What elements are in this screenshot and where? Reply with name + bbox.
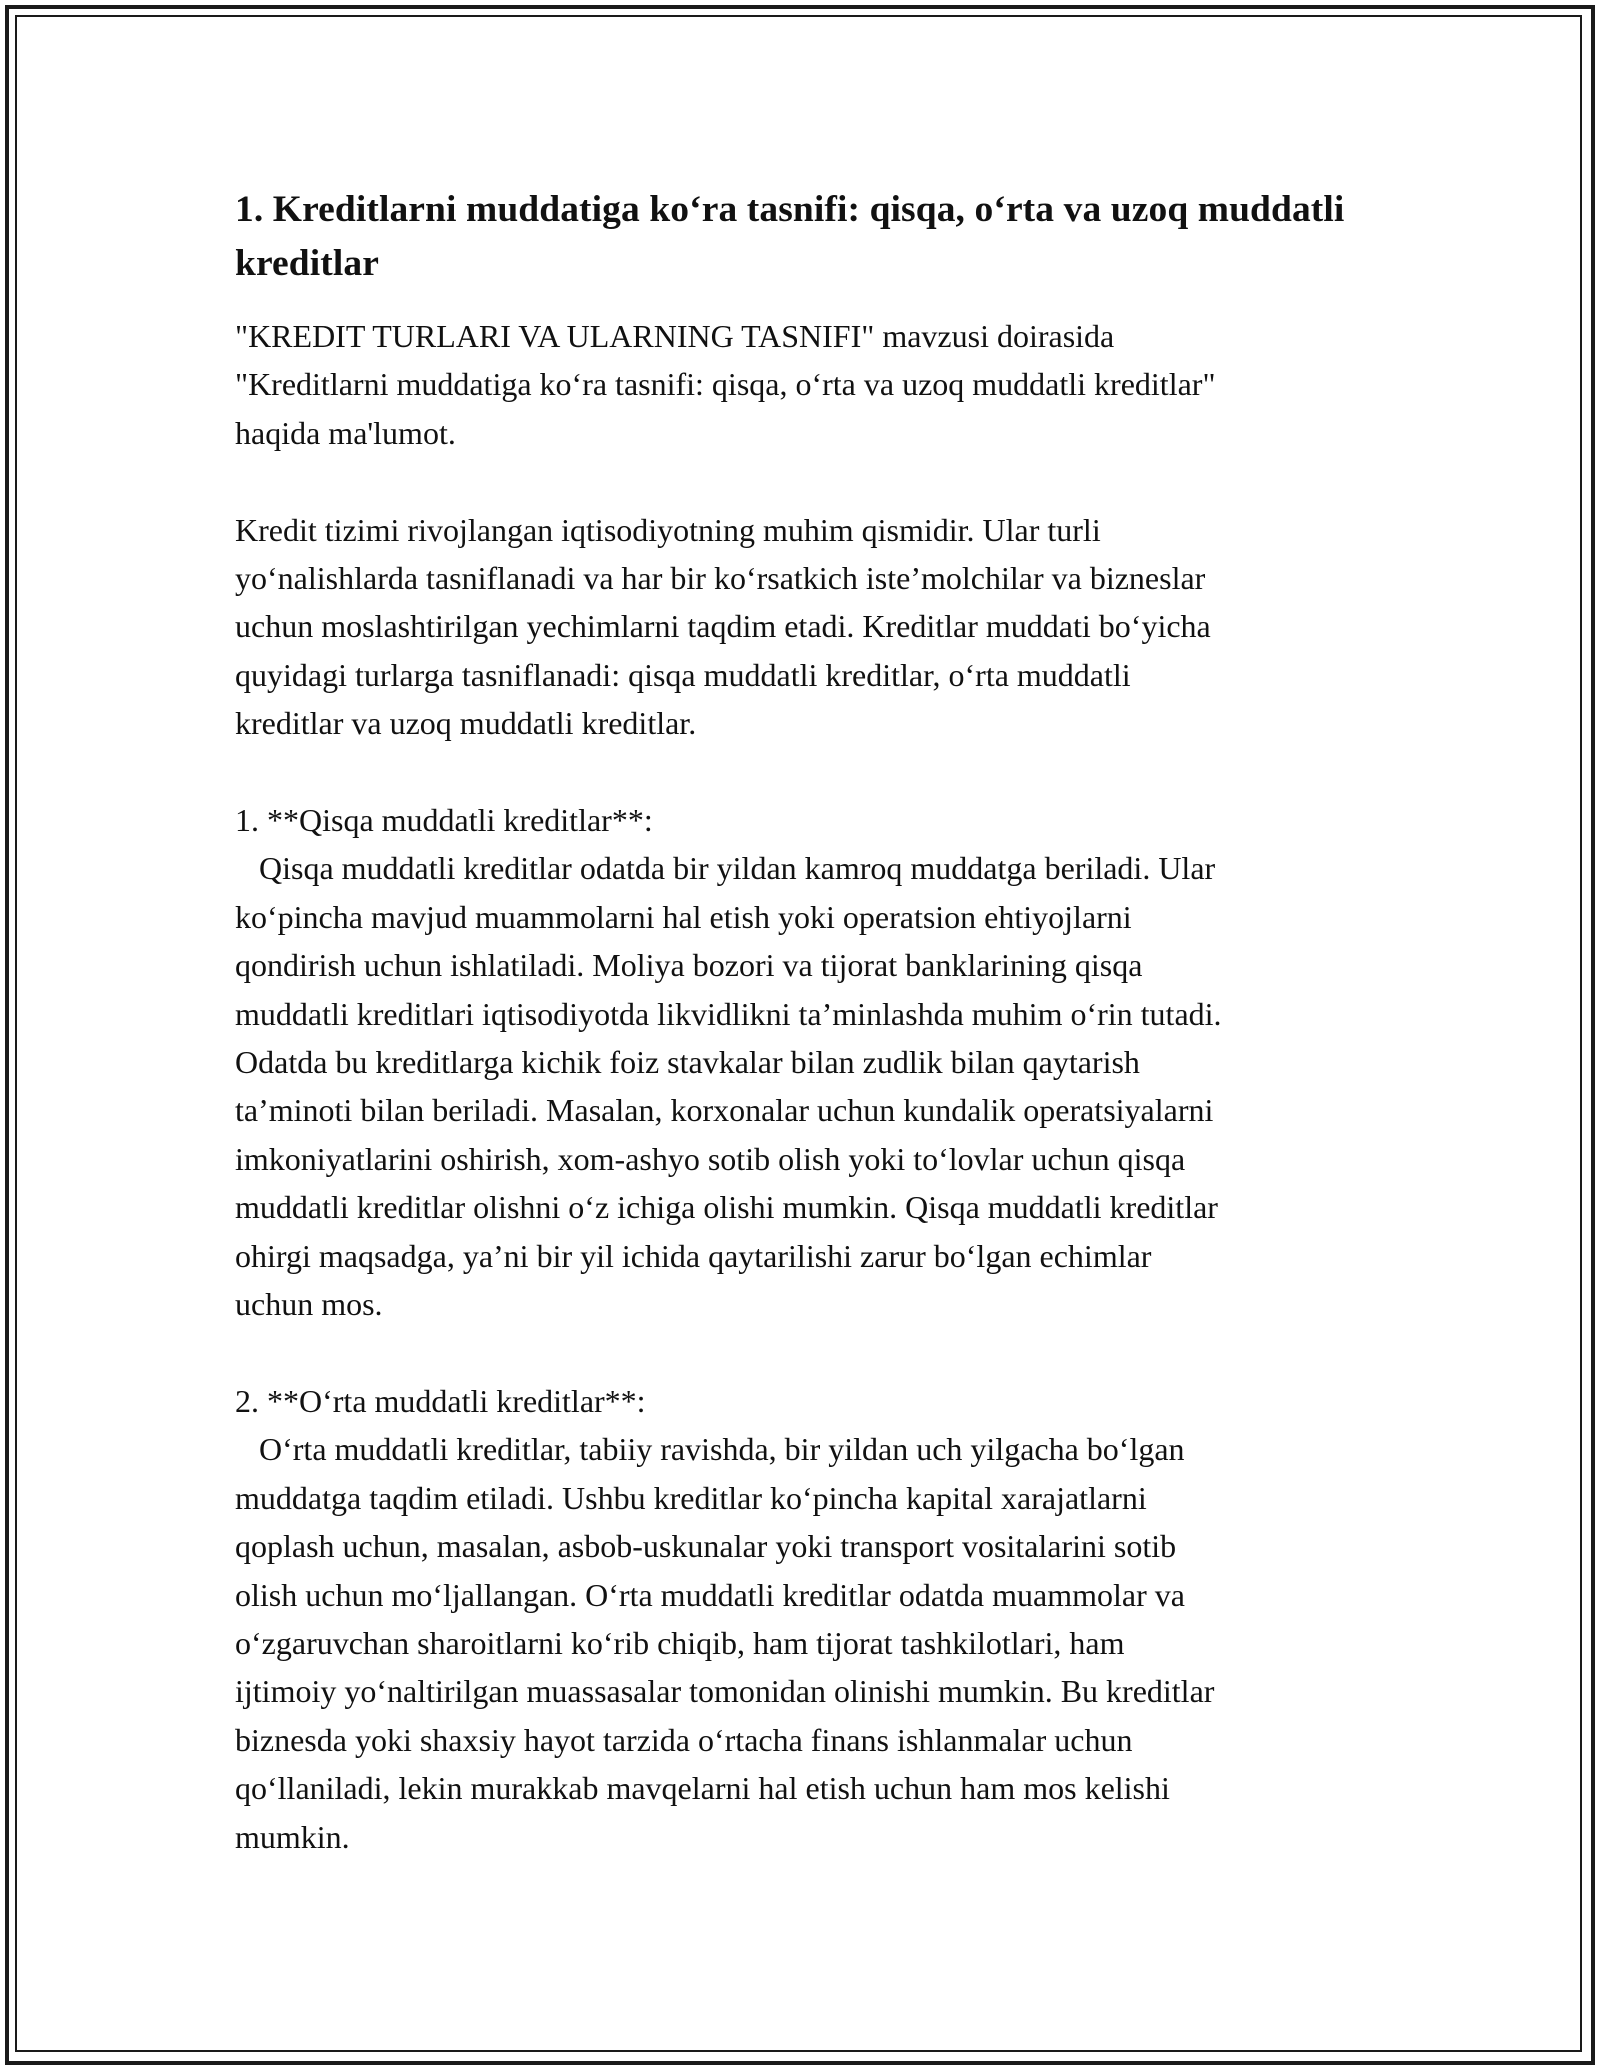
text-line: O‘rta muddatli kreditlar, tabiiy ravishda, bir yildan uch yilgacha bo‘lgan [235, 1431, 1185, 1468]
text-line: ko‘pincha mavjud muammolarni hal etish yoki operatsion ehtiyojlarni [235, 898, 1132, 935]
text-line: ta’minoti bilan beriladi. Masalan, korxonalar uchun kundalik operatsiyalarni [235, 1092, 1214, 1129]
text-line: haqida ma'lumot. [235, 414, 456, 451]
text-line: imkoniyatlarini oshirish, xom-ashyo sotib olish yoki to‘lovlar uchun qisqa [235, 1140, 1186, 1177]
text-line: "KREDIT TURLARI VA ULARNING TASNIFI" mavzusi doirasida [235, 318, 1115, 354]
text-line: 1. **Qisqa muddatli kreditlar**: [235, 802, 653, 839]
text-line: muddatli kreditlar olishni o‘z ichiga olishi mumkin. Qisqa muddatli kreditlar [235, 1189, 1218, 1226]
text-line: biznesda yoki shaxsiy hayot tarzida o‘rtacha finans ishlanmalar uchun [235, 1721, 1133, 1758]
text-line: kreditlar va uzoq muddatli kreditlar. [235, 705, 697, 742]
text-line: o‘zgaruvchan sharoitlarni ko‘rib chiqib, ham tijorat tashkilotlari, ham [235, 1624, 1125, 1661]
document-content [235, 183, 1370, 1861]
text-line: qo‘llaniladi, lekin murakkab mavqelarni hal etish uchun ham mos kelishi [235, 1770, 1170, 1807]
text-line: ijtimoiy yo‘naltirilgan muassasalar tomonidan olinishi mumkin. Bu kreditlar [235, 1673, 1215, 1710]
text-line: uchun mos. [235, 1286, 383, 1323]
text-line: quyidagi turlarga tasniflanadi: qisqa muddatli kreditlar, o‘rta muddatli [235, 656, 1131, 693]
text-line: Qisqa muddatli kreditlar odatda bir yildan kamroq muddatga beriladi. Ular [235, 850, 1216, 887]
text-line: Odatda bu kreditlarga kichik foiz stavkalar bilan zudlik bilan qaytarish [235, 1044, 1140, 1081]
blank-line [235, 748, 1370, 796]
text-line: 2. **O‘rta muddatli kreditlar**: [235, 1382, 646, 1419]
text-line: uchun moslashtirilgan yechimlarni taqdim etadi. Kreditlar muddati bo‘yicha [235, 608, 1211, 645]
text-line: mumkin. [235, 1818, 350, 1855]
text-line: muddatga taqdim etiladi. Ushbu kreditlar ko‘pincha kapital xarajatlarni [235, 1479, 1147, 1516]
text-line: muddatli kreditlari iqtisodiyotda likvidlikni ta’minlashda muhim o‘rin tutadi. [235, 995, 1222, 1032]
text-line: Kredit tizimi rivojlangan iqtisodiyotning muhim qismidir. Ular turli [235, 511, 1101, 548]
text-line: "Kreditlarni muddatiga ko‘ra tasnifi: qisqa, o‘rta va uzoq muddatli kreditlar" [235, 366, 1216, 403]
text-line: qondirish uchun ishlatiladi. Moliya bozori va tijorat banklarining qisqa [235, 947, 1143, 984]
text-line: olish uchun mo‘ljallangan. O‘rta muddatli kreditlar odatda muammolar va [235, 1576, 1185, 1613]
text-line: qoplash uchun, masalan, asbob-uskunalar yoki transport vositalarini sotib [235, 1528, 1177, 1565]
blank-line [235, 1329, 1370, 1377]
text-line: ohirgi maqsadga, ya’ni bir yil ichida qaytarilishi zarur bo‘lgan echimlar [235, 1237, 1152, 1274]
body-text [235, 312, 1370, 1861]
section-heading: 1. Kreditlarni muddatiga ko‘ra tasnifi: qisqa, o‘rta va uzoq muddatli kreditlar [235, 189, 1345, 284]
text-line: yo‘nalishlarda tasniflanadi va har bir ko‘rsatkich iste’molchilar va bizneslar [235, 560, 1206, 597]
blank-line [235, 457, 1370, 505]
